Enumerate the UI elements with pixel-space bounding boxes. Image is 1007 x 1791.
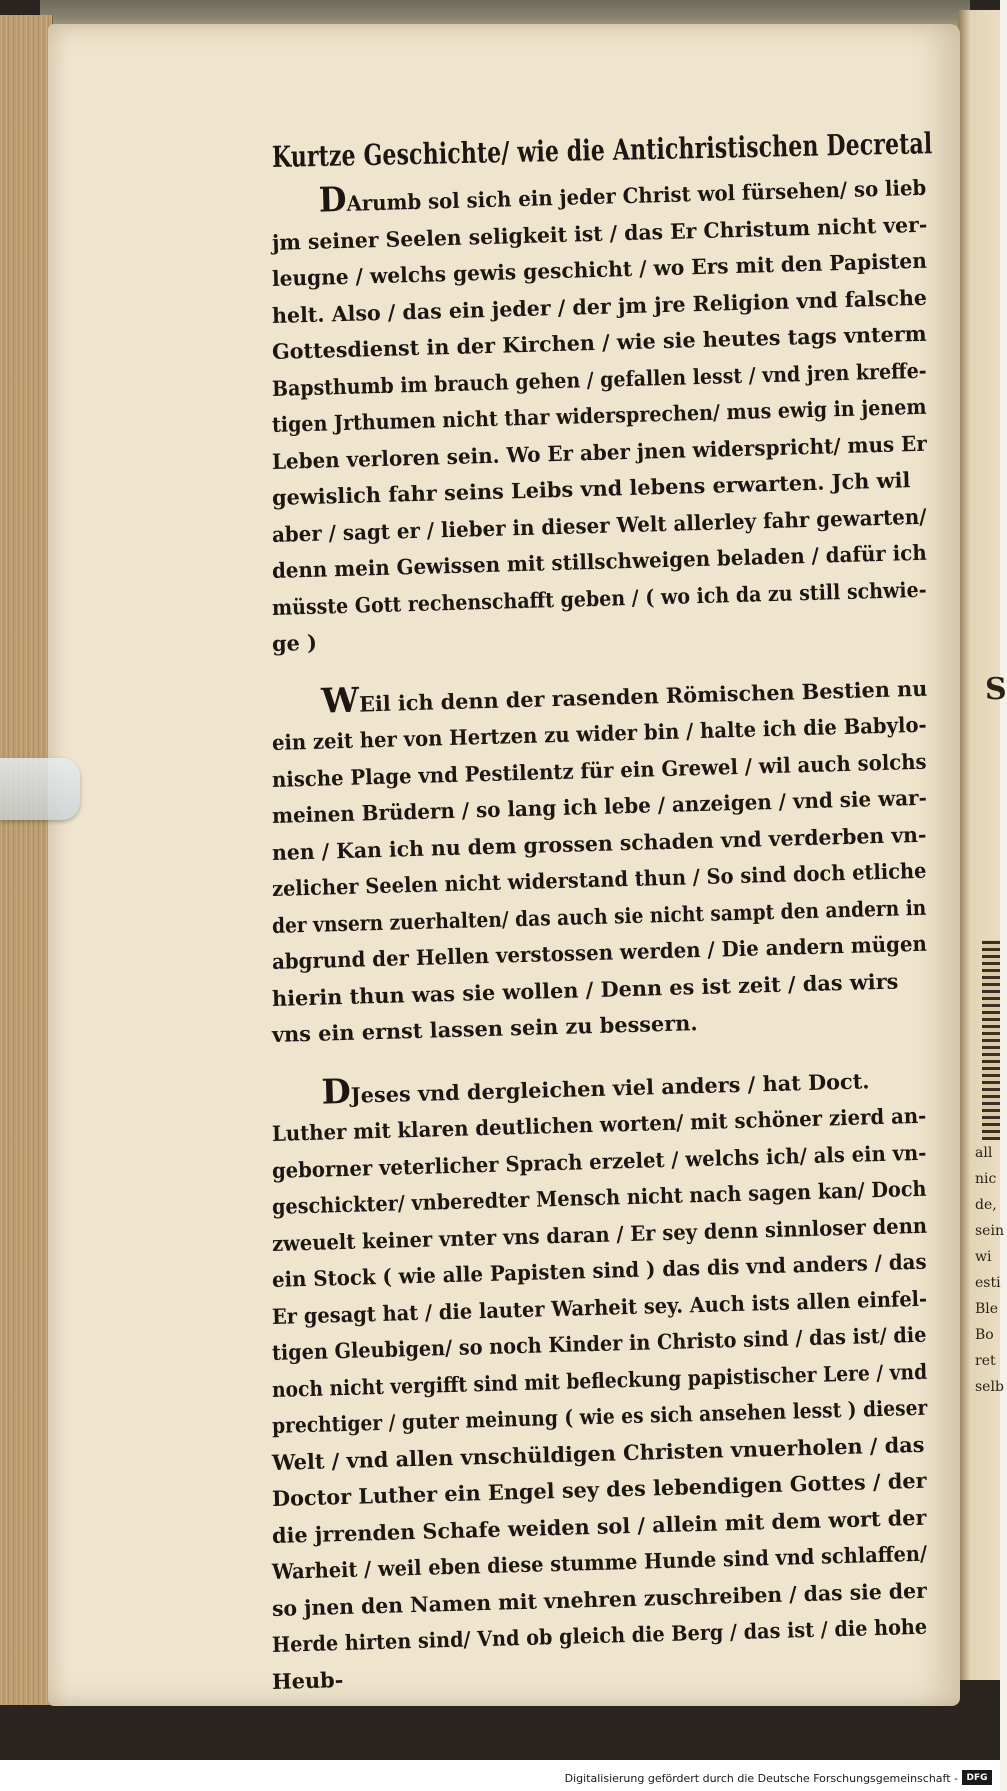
text-line: Bapsthumb im brauch gehen / gefallen lesst / vnd jren kreffe-	[271, 357, 927, 401]
page-clip	[0, 758, 80, 820]
text-line: helt. Also / das ein jeder / der jm jre Religion vnd falsche	[271, 284, 928, 328]
margin-fragment: selb	[975, 1379, 1004, 1395]
text-line: zelicher Seelen nicht widerstand thun / So sind doch etliche	[271, 857, 927, 901]
text-line-rest: Jeses vnd dergleichen viel anders / hat Doct.	[350, 1067, 870, 1108]
text-line: hierin thun was sie wollen / Denn es ist zeit / das wirs	[271, 968, 899, 1011]
facing-page-woodcut	[982, 940, 1000, 1140]
margin-fragment: ret	[975, 1353, 996, 1369]
text-line: vns ein ernst lassen sein zu bessern.	[271, 1010, 698, 1047]
initial-letter: W	[320, 680, 360, 722]
text-line-rest: Eil ich denn der rasenden Römischen Bestien nu	[358, 675, 928, 717]
text-line: zweuelt keiner vnter vns daran / Er sey denn sinnloser denn	[271, 1212, 928, 1256]
text-block	[271, 174, 932, 1700]
text-line: ge )	[271, 629, 318, 656]
text-line: denn mein Gewissen mit stillschweigen beladen / dafür ich	[271, 539, 928, 583]
paragraph	[271, 1067, 932, 1701]
text-line: der vnsern zuerhalten/ das auch sie nicht sampt den andern in	[271, 894, 927, 938]
text-line: so jnen den Namen mit vnehren zuschreiben / das sie der	[271, 1577, 928, 1621]
paragraph	[271, 174, 932, 663]
text-line: Gottesdienst in der Kirchen / wie sie heutes tags vnterm	[271, 320, 927, 364]
initial-letter: D	[320, 1071, 352, 1113]
text-line: gewislich fahr seins Leibs vnd lebens erwarten. Jch wil	[271, 467, 911, 510]
dfg-logo: DFG	[962, 1770, 992, 1785]
initial-letter: D	[318, 179, 348, 221]
margin-fragment: Bo	[975, 1327, 994, 1343]
facing-page-edge	[958, 10, 1004, 1680]
facing-page-margin-text	[975, 1140, 1004, 1400]
text-line: ein zeit her von Hertzen zu wider bin / halte ich die Babylo-	[271, 711, 927, 755]
text-line: nische Plage vnd Pestilentz für ein Grewel / wil auch solchs	[271, 748, 927, 792]
margin-fragment: de,	[975, 1197, 997, 1213]
text-line: leugne / welchs gewis geschicht / wo Ers mit den Papisten	[271, 247, 928, 291]
text-line: noch nicht vergifft sind mit befleckung papistischer Lere / vnd	[271, 1358, 928, 1402]
running-head: Kurtze Geschichte/ wie die Antichristischen Decretal	[271, 126, 933, 174]
margin-fragment: esti	[975, 1275, 1001, 1291]
text-line: tigen Gleubigen/ so noch Kinder in Christo sind / das ist/ die	[271, 1321, 927, 1365]
text-line: geschickter/ vnberedter Mensch nicht nach sagen kan/ Doch	[271, 1175, 927, 1219]
text-line: tigen Jrthumen nicht thar widersprechen/ mus ewig in jenem	[271, 393, 927, 437]
text-line: Luther mit klaren deutlichen worten/ mit schöner zierd an-	[271, 1102, 927, 1146]
margin-fragment: nic	[975, 1171, 997, 1187]
text-line: Doctor Luther ein Engel sey des lebendigen Gottes / der	[271, 1467, 927, 1511]
margin-fragment: all	[975, 1145, 993, 1161]
text-line: müsste Gott rechenschafft geben / ( wo ich da zu still schwie-	[271, 576, 927, 620]
text-line: Heub-	[271, 1666, 344, 1694]
margin-fragment: sein	[975, 1223, 1004, 1239]
text-line: nen / Kan ich nu dem grossen schaden vnd verderben vn-	[271, 821, 927, 865]
text-line: jm seiner Seelen seligkeit ist / das Er Christum nicht ver-	[271, 211, 928, 255]
text-line-rest: Arumb sol sich ein jeder Christ wol fürsehen/ so lieb	[346, 174, 927, 216]
text-line: Welt / vnd allen vnschüldigen Christen vnuerholen / das	[271, 1431, 925, 1475]
text-line: Warheit / weil eben diese stumme Hunde sind vnd schlaffen/	[271, 1540, 928, 1584]
book-page-edges	[0, 15, 53, 1705]
text-line: abgrund der Hellen verstossen werden / Die andern mügen	[271, 930, 928, 974]
margin-fragment: Ble	[975, 1301, 999, 1317]
text-line: ein Stock ( wie alle Papisten sind ) das dis vnd anders / das	[271, 1248, 927, 1292]
page-content	[271, 126, 933, 1722]
digitization-credit: Digitalisierung gefördert durch die Deutsche Forschungsgemeinschaft -	[564, 1772, 958, 1785]
text-line: Leben verloren sein. Wo Er aber jnen widerspricht/ mus Er	[271, 430, 928, 474]
text-line: geborner veterlicher Sprach erzelet / welchs ich/ als ein vn-	[271, 1139, 927, 1183]
text-line: aber / sagt er / lieber in dieser Welt allerley fahr gewarten/	[271, 503, 927, 547]
paragraph	[271, 675, 932, 1054]
margin-fragment: wi	[975, 1249, 992, 1265]
text-line: Er gesagt hat / die lauter Warheit sey. Auch ists allen einfel-	[271, 1285, 928, 1329]
facing-page-initial: S	[985, 672, 1007, 707]
text-line: meinen Brüdern / so lang ich lebe / anzeigen / vnd sie war-	[271, 784, 928, 828]
text-line: prechtiger / guter meinung ( wie es sich ansehen lesst ) dieser	[271, 1394, 928, 1438]
text-line: die jrrenden Schafe weiden sol / allein mit dem wort der	[271, 1504, 927, 1548]
text-line: Herde hirten sind/ Vnd ob gleich die Berg / das ist / die hohe	[271, 1613, 928, 1657]
